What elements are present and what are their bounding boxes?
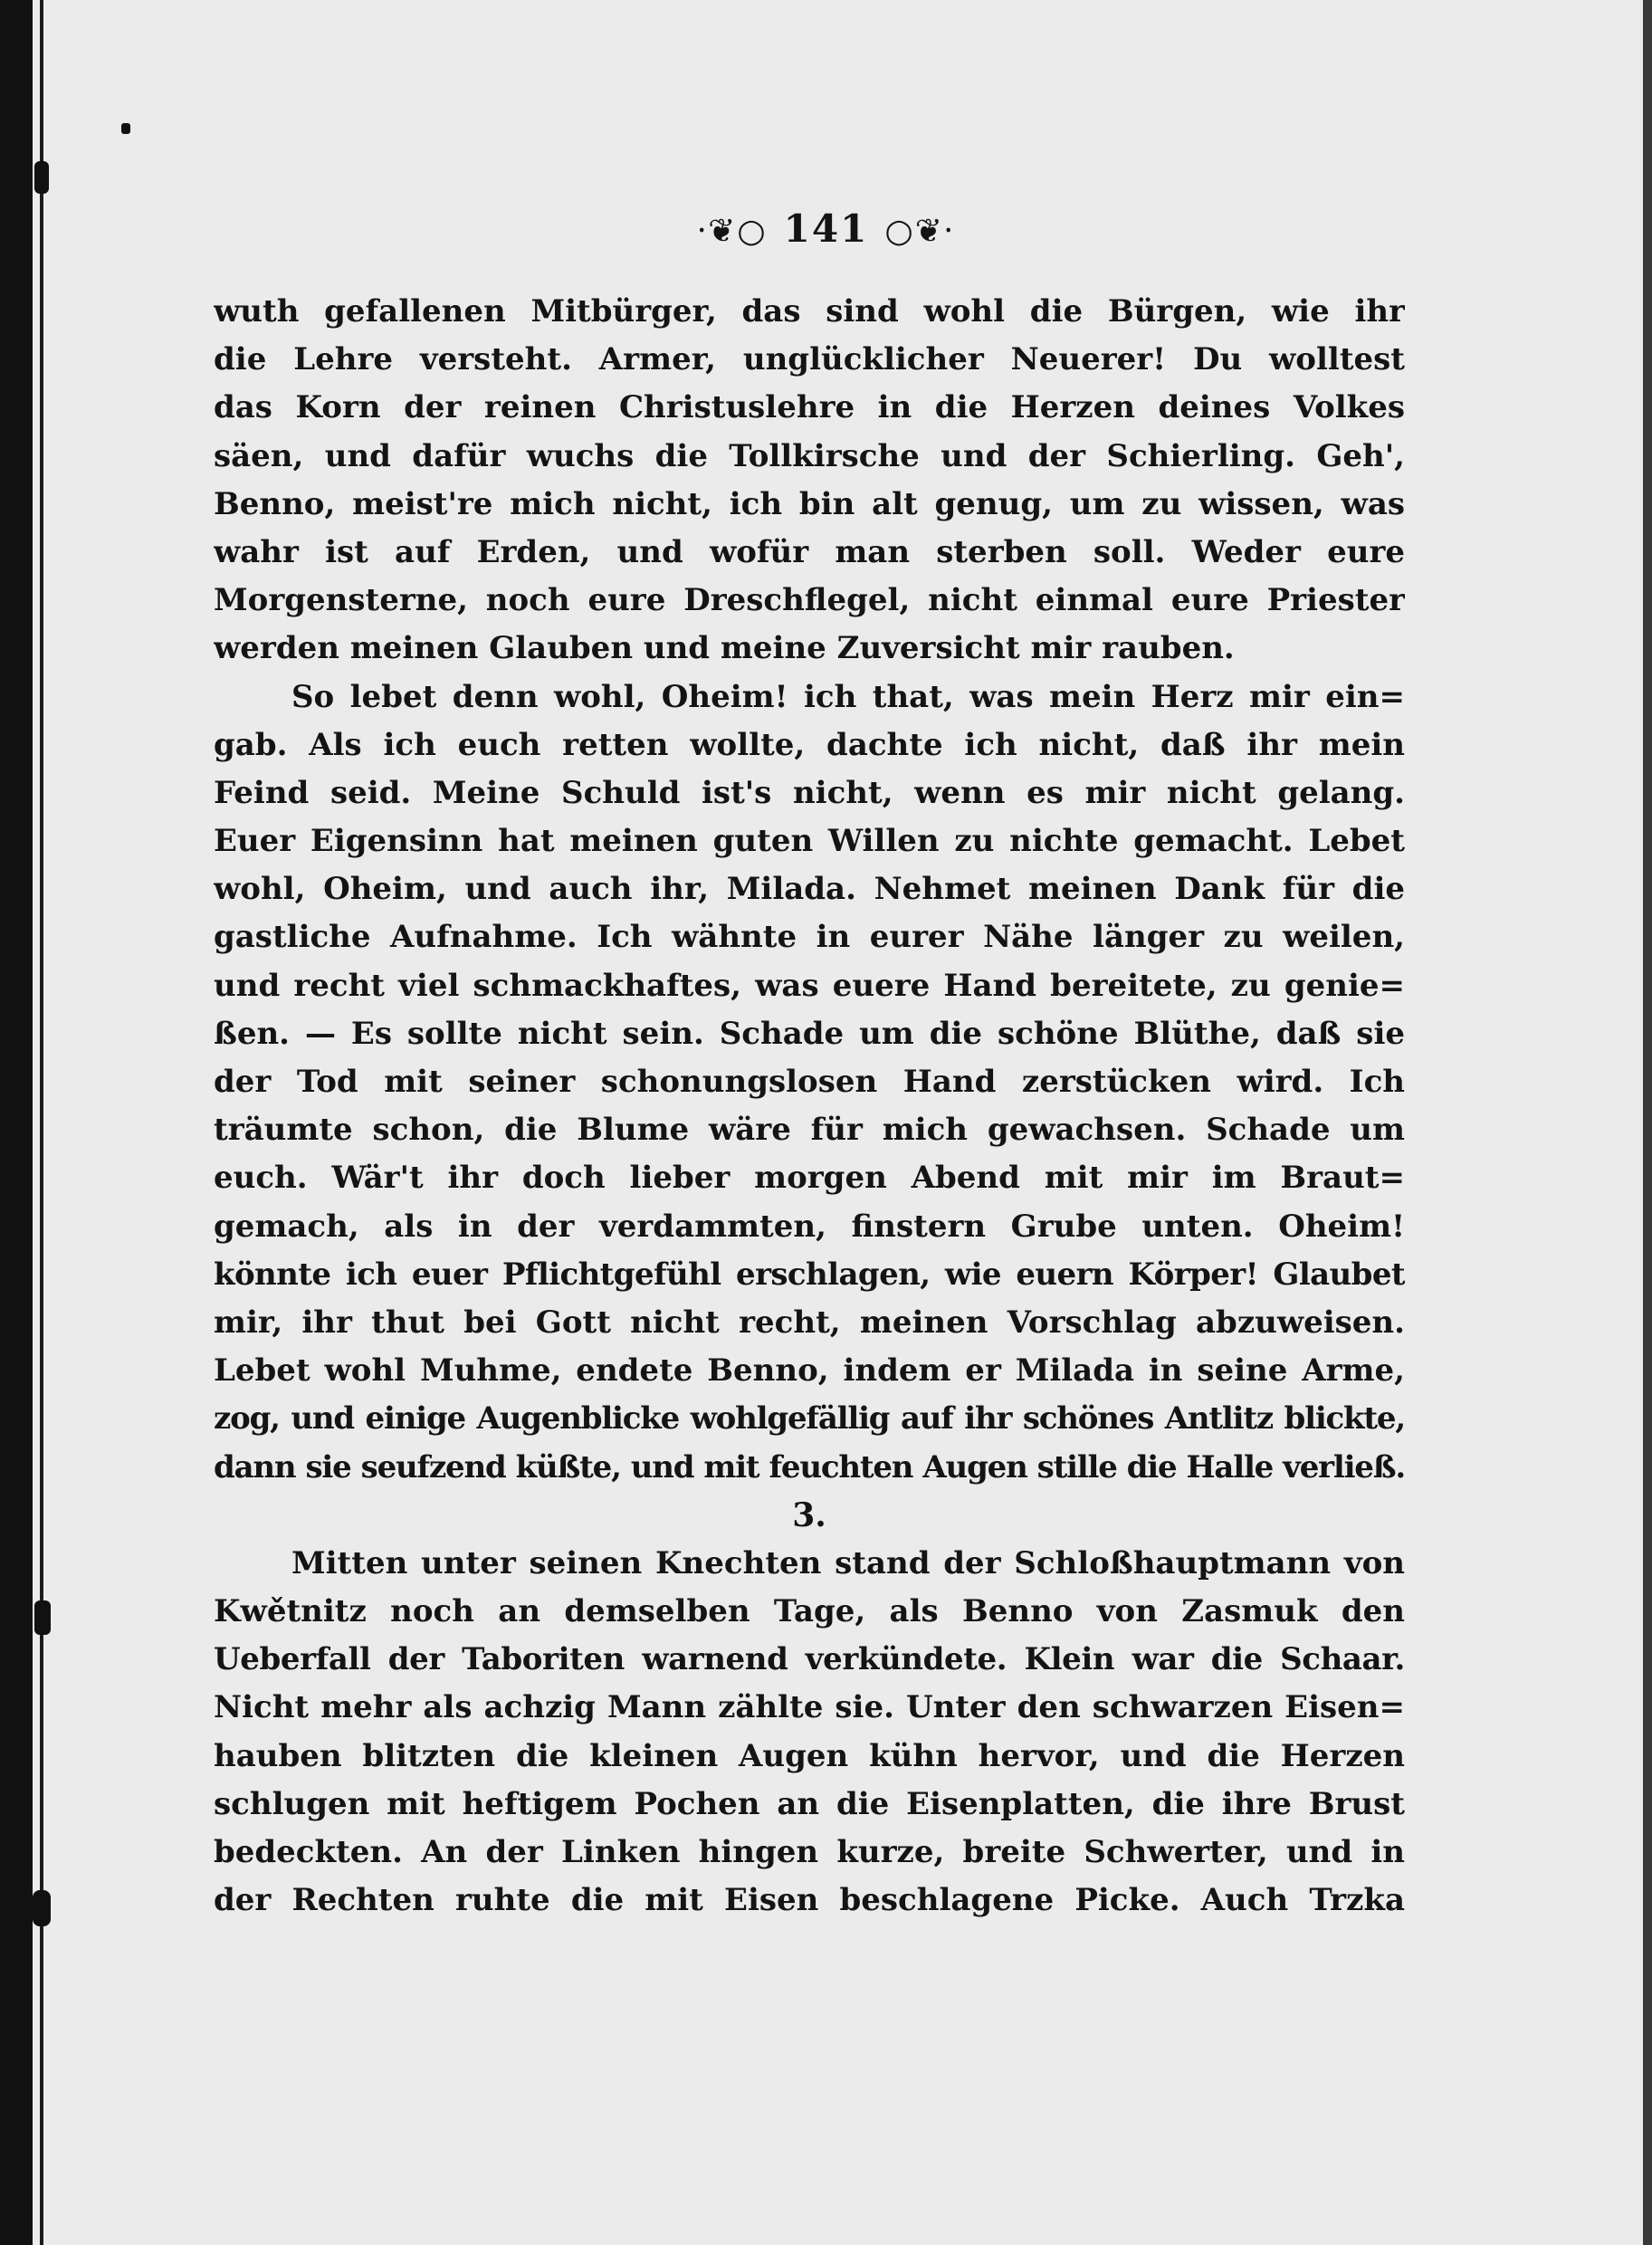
text-line: bedeckten. An der Linken hingen kurze, breite Schwerter, und in bbox=[214, 1834, 1405, 1870]
text-line: hauben blitzten die kleinen Augen kühn hervor, und die Herzen bbox=[214, 1737, 1405, 1774]
scan-speck bbox=[18, 1867, 25, 1874]
section-number: 3. bbox=[792, 1495, 826, 1534]
scan-left-border bbox=[0, 0, 33, 2245]
text-line: wuth gefallenen Mitbürger, das sind wohl die Bürgen, wie ihr bbox=[214, 293, 1405, 330]
text-line: der Tod mit seiner schonungslosen Hand zerstücken wird. Ich bbox=[214, 1064, 1405, 1100]
text-line: Euer Eigensinn hat meinen guten Willen zu nichte gemacht. Lebet bbox=[214, 823, 1405, 860]
page-header bbox=[0, 206, 1652, 252]
scan-right-border bbox=[1643, 0, 1652, 2245]
text-line: die Lehre versteht. Armer, unglücklicher Neuerer! Du wolltest bbox=[214, 341, 1405, 378]
text-line: der Rechten ruhte die mit Eisen beschlagene Picke. Auch Trzka bbox=[214, 1882, 1405, 1919]
text-line: mir, ihr thut bei Gott nicht recht, meinen Vorschlag abzuweisen. bbox=[214, 1304, 1405, 1341]
text-line: Nicht mehr als achzig Mann zählte sie. Unter den schwarzen Eisen= bbox=[214, 1689, 1405, 1726]
text-line: Kwětnitz noch an demselben Tage, als Benno von Zasmuk den bbox=[214, 1593, 1405, 1630]
text-line: träumte schon, die Blume wäre für mich gewachsen. Schade um bbox=[214, 1112, 1405, 1149]
text-line: und recht viel schmackhaftes, was euere Hand bereitete, zu genie= bbox=[214, 967, 1405, 1004]
text-line: Lebet wohl Muhme, endete Benno, indem er Milada in seine Arme, bbox=[214, 1352, 1405, 1390]
text-line: gemach, als in der verdammten, finstern Grube unten. Oheim! bbox=[214, 1208, 1405, 1245]
text-line: Feind seid. Meine Schuld ist's nicht, wenn es mir nicht gelang. bbox=[214, 774, 1405, 811]
ornament-left-icon: ⸱❦○ bbox=[697, 213, 768, 250]
text-line: gastliche Aufnahme. Ich wähnte in eurer Nähe länger zu weilen, bbox=[214, 919, 1405, 956]
scan-speck bbox=[33, 1890, 51, 1926]
text-line: werden meinen Glauben und meine Zuversicht mir rauben. bbox=[214, 630, 1235, 667]
text-line: Benno, meist're mich nicht, ich bin alt genug, um zu wissen, was bbox=[214, 485, 1405, 522]
page-number: 141 bbox=[783, 206, 869, 251]
scan-speck bbox=[34, 1600, 51, 1635]
text-line: gab. Als ich euch retten wollte, dachte ich nicht, daß ihr mein bbox=[214, 726, 1405, 763]
text-line: ßen. — Es sollte nicht sein. Schade um die schöne Blüthe, daß sie bbox=[214, 1015, 1405, 1052]
text-line: wohl, Oheim, und auch ihr, Milada. Nehmet meinen Dank für die bbox=[214, 871, 1405, 908]
body-text bbox=[214, 288, 1405, 1925]
text-line: könnte ich euer Pflichtgefühl erschlagen, wie euern Körper! Glaubet bbox=[214, 1256, 1405, 1293]
text-line: zog, und einige Augenblicke wohlgefällig auf ihr schönes Antlitz blickte, bbox=[214, 1400, 1405, 1438]
text-line: So lebet denn wohl, Oheim! ich that, was mein Herz mir ein= bbox=[291, 678, 1405, 715]
scan-speck bbox=[13, 1610, 33, 1617]
text-line: euch. Wär't ihr doch lieber morgen Abend mit mir im Braut= bbox=[214, 1160, 1405, 1197]
ornament-right-icon: ○❦⸱ bbox=[884, 213, 955, 250]
text-line: Morgensterne, noch eure Dreschflegel, nicht einmal eure Priester bbox=[214, 582, 1405, 619]
text-line: säen, und dafür wuchs die Tollkirsche und der Schierling. Geh', bbox=[214, 437, 1405, 474]
scan-speck bbox=[121, 123, 130, 134]
text-line: schlugen mit heftigem Pochen an die Eisenplatten, die ihre Brust bbox=[214, 1785, 1405, 1822]
text-line: wahr ist auf Erden, und wofür man sterben soll. Weder eure bbox=[214, 533, 1405, 570]
text-line: das Korn der reinen Christuslehre in die Herzen deines Volkes bbox=[214, 389, 1405, 426]
scan-speck bbox=[34, 161, 49, 194]
text-line: dann sie seufzend küßte, und mit feuchten Augen stille die Halle verließ. bbox=[214, 1448, 1405, 1486]
text-line: Ueberfall der Taboriten warnend verkündete. Klein war die Schaar. bbox=[214, 1641, 1405, 1678]
text-line: Mitten unter seinen Knechten stand der Schloßhauptmann von bbox=[291, 1544, 1405, 1581]
